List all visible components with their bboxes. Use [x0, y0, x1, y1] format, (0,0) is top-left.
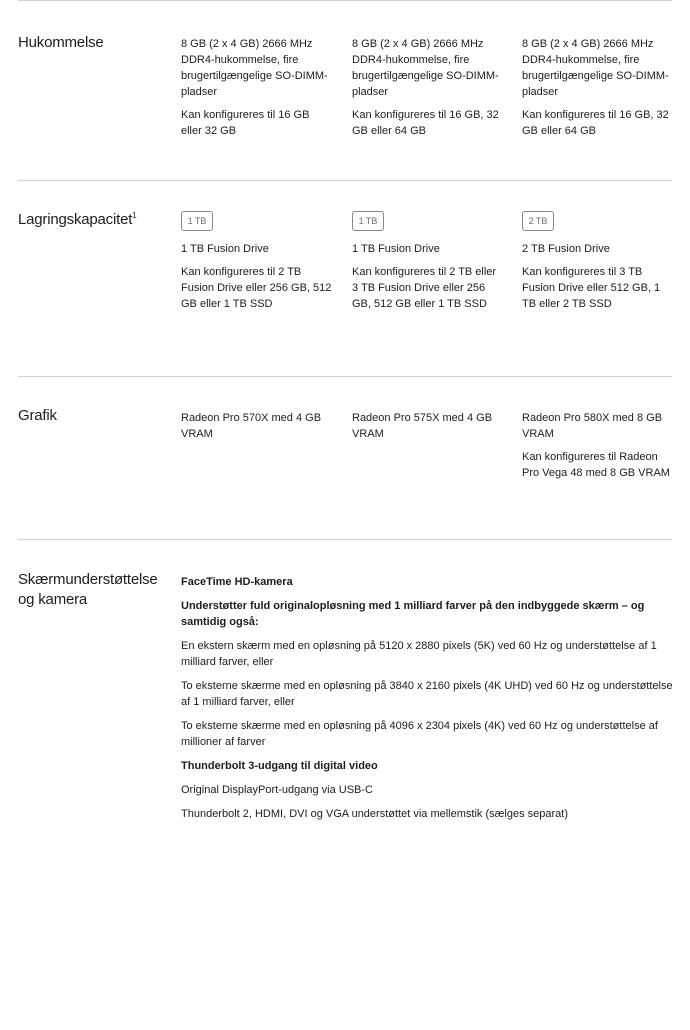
display-support-heading: Understøtter fuld originalopløsning med 1 milliard farver på den indbyggede skærm – og samtidig også: — [181, 600, 645, 628]
storage-title — [18, 210, 178, 230]
storage-config: Kan konfigureres til 2 TB eller 3 TB Fusion Drive eller 256 GB, 512 GB eller 1 TB SSD — [352, 266, 497, 310]
memory-column-3 — [522, 36, 674, 146]
display-title-line-2: og kamera — [18, 591, 88, 608]
graphics-config: Kan konfigureres til Radeon Pro Vega 48 med 8 GB VRAM — [522, 451, 670, 479]
display-title — [18, 570, 178, 610]
memory-column-2 — [352, 36, 504, 146]
memory-config: Kan konfigureres til 16 GB eller 32 GB — [181, 109, 310, 137]
storage-spec: 2 TB Fusion Drive — [522, 243, 610, 255]
divider-memory — [18, 180, 672, 181]
graphics-spec: Radeon Pro 575X med 4 GB VRAM — [352, 412, 493, 440]
camera-label: FaceTime HD-kamera — [181, 576, 293, 588]
graphics-spec: Radeon Pro 580X med 8 GB VRAM — [522, 412, 663, 440]
displayport-text: Original DisplayPort-udgang via USB-C — [181, 784, 373, 796]
memory-config: Kan konfigureres til 16 GB, 32 GB eller 64 GB — [522, 109, 669, 137]
display-option-5k: En ekstern skærm med en opløsning på 5120 x 2880 pixels (5K) ved 60 Hz og understøttelse af 1 milliard farver, eller — [181, 640, 657, 668]
display-details — [181, 574, 673, 830]
storage-config: Kan konfigureres til 3 TB Fusion Drive eller 512 GB, 1 TB eller 2 TB SSD — [522, 266, 661, 310]
storage-capacity-chip: 1 TB — [181, 211, 213, 231]
storage-capacity-chip: 2 TB — [522, 211, 554, 231]
graphics-column-1 — [181, 410, 333, 449]
display-option-4k: To eksterne skærme med en opløsning på 4096 x 2304 pixels (4K) ved 60 Hz og understøttelse af millioner af farver — [181, 720, 658, 748]
graphics-spec: Radeon Pro 570X med 4 GB VRAM — [181, 412, 322, 440]
display-title-line-1: Skærmunderstøttelse — [18, 571, 158, 588]
divider-top — [18, 0, 672, 1]
memory-title: Hukommelse — [18, 34, 104, 51]
memory-column-1 — [181, 36, 333, 146]
display-option-4k-uhd: To eksterne skærme med en opløsning på 3840 x 2160 pixels (4K UHD) ved 60 Hz og understøttelse af 1 milliard farver, eller — [181, 680, 673, 708]
storage-column-2 — [352, 211, 504, 319]
storage-title-text: Lagringskapacitet — [18, 211, 133, 228]
divider-storage — [18, 376, 672, 377]
storage-config: Kan konfigureres til 2 TB Fusion Drive eller 256 GB, 512 GB eller 1 TB SSD — [181, 266, 332, 310]
storage-column-1 — [181, 211, 333, 319]
graphics-title: Grafik — [18, 407, 57, 424]
graphics-column-2 — [352, 410, 504, 449]
storage-spec: 1 TB Fusion Drive — [181, 243, 269, 255]
graphics-column-3 — [522, 410, 674, 488]
storage-capacity-chip: 1 TB — [352, 211, 384, 231]
memory-spec: 8 GB (2 x 4 GB) 2666 MHz DDR4-hukommelse, fire brugertilgængelige SO-DIMM-pladser — [352, 38, 499, 98]
divider-graphics — [18, 539, 672, 540]
adapters-text: Thunderbolt 2, HDMI, DVI og VGA understøttet via mellemstik (sælges separat) — [181, 808, 568, 820]
storage-footnote[interactable]: 1 — [132, 211, 137, 220]
thunderbolt-heading: Thunderbolt 3-udgang til digital video — [181, 760, 378, 772]
storage-column-3 — [522, 211, 674, 319]
memory-config: Kan konfigureres til 16 GB, 32 GB eller 64 GB — [352, 109, 499, 137]
memory-spec: 8 GB (2 x 4 GB) 2666 MHz DDR4-hukommelse, fire brugertilgængelige SO-DIMM-pladser — [522, 38, 669, 98]
memory-spec: 8 GB (2 x 4 GB) 2666 MHz DDR4-hukommelse, fire brugertilgængelige SO-DIMM-pladser — [181, 38, 328, 98]
storage-spec: 1 TB Fusion Drive — [352, 243, 440, 255]
